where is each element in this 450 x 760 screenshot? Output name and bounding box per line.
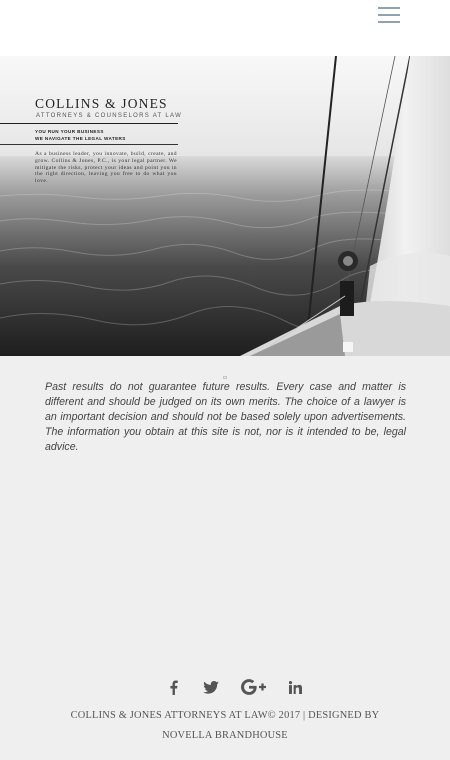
hamburger-menu-icon[interactable] — [378, 6, 400, 24]
social-links — [160, 676, 310, 698]
linkedin-icon[interactable] — [288, 676, 302, 698]
legal-disclaimer: Past results do not guarantee future results. Every case and matter is different and should be judged on its own merits. The choice of a lawyer is an important decision and should not be based solely upon advertisements. The information you obtain at this site is not, nor is it intended to be, legal advice. — [45, 381, 406, 453]
top-bar — [0, 0, 450, 56]
hero-banner — [0, 56, 450, 356]
brand-block — [0, 96, 183, 185]
menu-bar — [378, 14, 400, 16]
intro-text: As a business leader, you innovate, build, create, and grow. Collins & Jones, P.C., is your legal partner. We mitigate the risks, protect your ideas and point you in the right direction, leaving you free to do what you love. — [35, 151, 177, 185]
placeholder-image-icon — [223, 376, 227, 379]
brand-name: COLLINS & JONES — [35, 96, 168, 111]
tagline-line-1: YOU RUN YOUR BUSINESS — [35, 129, 104, 134]
tagline-divider — [0, 144, 178, 145]
tagline-line-2: WE NAVIGATE THE LEGAL WATERS — [35, 136, 126, 141]
menu-bar — [378, 7, 400, 9]
footer-line-1: COLLINS & JONES ATTORNEYS AT LAW© 2017 | DESIGNED BY — [70, 710, 380, 721]
facebook-icon[interactable] — [166, 676, 180, 698]
footer-designer-link[interactable]: NOVELLA BRANDHOUSE — [162, 730, 288, 741]
brand-divider — [0, 123, 178, 124]
twitter-icon[interactable] — [202, 676, 220, 698]
google-plus-icon[interactable] — [240, 676, 266, 698]
footer-credits — [40, 706, 410, 746]
brand-subtitle: ATTORNEYS & COUNSELORS AT LAW — [36, 113, 183, 119]
menu-bar — [378, 21, 400, 23]
